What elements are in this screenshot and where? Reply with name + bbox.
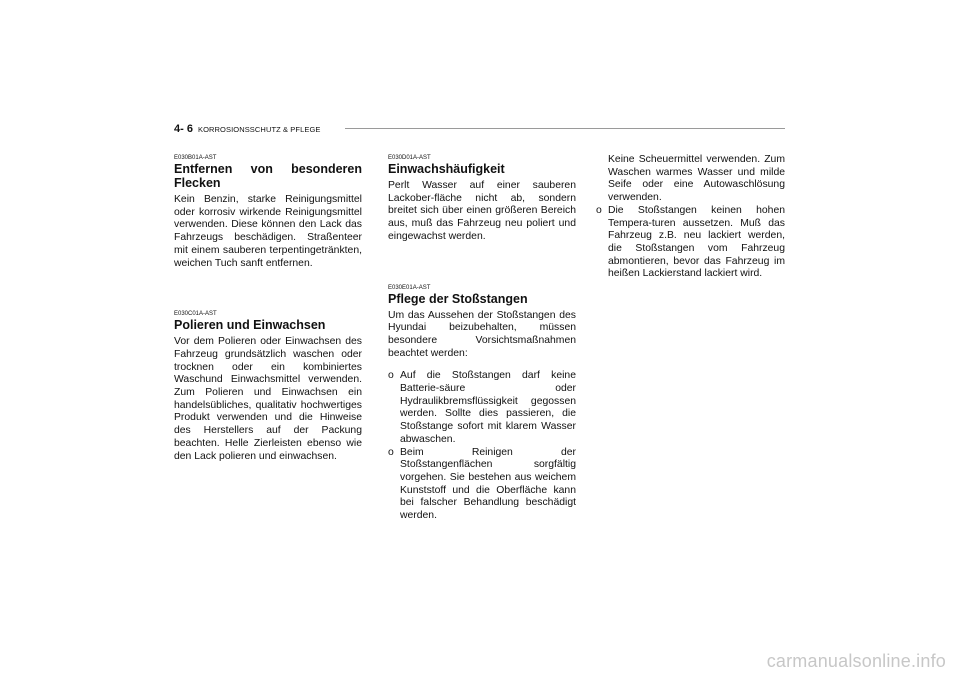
page-number: 4- 6 xyxy=(174,123,193,135)
list-item xyxy=(388,370,576,446)
list-item-text: Beim Reinigen der Stoßstangenflächen sorgfältig vorgehen. Sie bestehen aus weichem Kunststoff und die Oberfläche kann bei falscher Behandlung beschädigt werden. xyxy=(400,446,576,522)
section-body: Kein Benzin, starke Reinigungsmittel oder korrosiv wirkende Reinigungsmittel verwenden. Diese können den Lack das Fahrzeugs beschädigen. Straßenteer mit einem sauberen terpentingetränkten, weichen Tuch sanft entfernen. xyxy=(174,194,362,269)
section-einwachs xyxy=(388,154,576,244)
section-heading: Pflege der Stoßstangen xyxy=(388,291,528,306)
section-code: E030C01A-AST xyxy=(174,311,217,318)
bullet-list xyxy=(388,370,576,522)
section-heading: Einwachshäufigkeit xyxy=(388,162,505,176)
section-title: KORROSIONSSCHUTZ & PFLEGE xyxy=(197,125,321,134)
column-right xyxy=(596,154,785,321)
list-item xyxy=(596,205,785,281)
section-body: Vor dem Polieren oder Einwachsen des Fahrzeug grundsätzlich waschen oder trocknen oder ein kombiniertes Waschund Einwachsmittel verwenden. Zum Polieren und Einwachsen ein handelsübliches, qualitativ hochwertiges Produkt verwenden und die Hinweise des Herstellers auf der Packung beachten. Helle Zierleisten ebenso wie den Lack polieren und einwachsen. xyxy=(174,336,362,462)
section-code: E030D01A-AST xyxy=(388,155,431,161)
column-middle xyxy=(388,154,576,563)
section-heading: Polieren und Einwachsen xyxy=(174,318,326,333)
section-heading: Entfernen von besonderen Flecken xyxy=(174,162,362,190)
bullet-marker: o xyxy=(596,204,602,216)
page-header xyxy=(174,123,321,135)
section-code: E030E01A-AST xyxy=(388,284,431,291)
column-left xyxy=(174,154,362,503)
section-polieren xyxy=(174,310,362,463)
section-fortsetzung xyxy=(596,154,785,281)
list-item-text: Auf die Stoßstangen darf keine Batterie-säure oder Hydraulikbremsflüssigkeit gegossen werden. Sollte dies passieren, die Stoßstange sofort mit klarem Wasser abwaschen. xyxy=(400,370,576,445)
section-body: Keine Scheuermittel verwenden. Zum Waschen warmes Wasser und milde Seife oder eine Autowaschlösung verwenden. xyxy=(608,154,785,204)
header-rule xyxy=(345,128,785,129)
bullet-marker: o xyxy=(388,370,394,382)
bullet-list xyxy=(596,205,785,281)
list-item-text: Die Stoßstangen keinen hohen Tempera-turen aussetzen. Muß das Fahrzeug z.B. neu lackiert werden, die Stoßstangen vom Fahrzeug abmontieren, bevor das Fahrzeug im heißen Lackierstand lackiert wird. xyxy=(608,204,785,280)
section-entfernen xyxy=(174,154,362,270)
section-pflege xyxy=(388,284,576,523)
section-code: E030B01A-AST xyxy=(174,155,217,161)
section-body: Um das Aussehen der Stoßstangen des Hyundai beizubehalten, müssen besondere Vorsichtsmaßnahmen beachtet werden: xyxy=(388,309,576,359)
watermark: carmanualsonline.info xyxy=(766,651,946,671)
bullet-marker: o xyxy=(388,446,394,458)
section-body: Perlt Wasser auf einer sauberen Lackober-fläche nicht ab, sondern breitet sich über einen größeren Bereich aus, muß das Fahrzeug neu poliert und eingewachst werden. xyxy=(388,180,576,242)
list-item xyxy=(388,447,576,523)
